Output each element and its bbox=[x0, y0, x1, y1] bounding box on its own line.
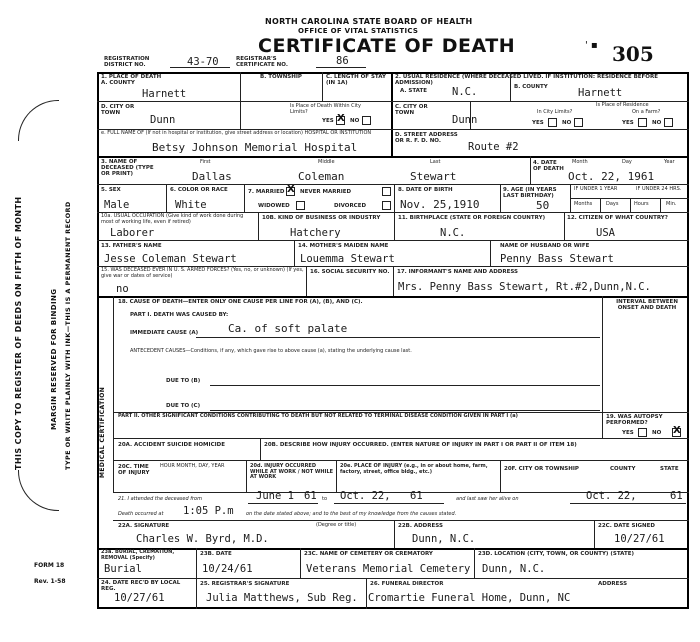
divider bbox=[500, 460, 501, 492]
res-limits-yes-box[interactable] bbox=[548, 118, 557, 127]
divider bbox=[393, 266, 394, 296]
page-title: CERTIFICATE OF DEATH bbox=[258, 35, 516, 57]
widowed-label: WIDOWED bbox=[258, 203, 290, 209]
divorced-box[interactable] bbox=[382, 201, 391, 210]
date-recd-label: 24. DATE REC'D BY LOCAL REG. bbox=[101, 580, 181, 592]
binding-arc-top bbox=[18, 100, 59, 141]
autopsy-label: 19. WAS AUTOPSY PERFORMED? bbox=[606, 414, 663, 426]
binding-arc-bottom bbox=[18, 470, 59, 511]
divider bbox=[97, 240, 689, 241]
certificate-number: 305 bbox=[612, 42, 654, 66]
autopsy-no-label: NO bbox=[652, 430, 662, 436]
res-limits-yes: YES bbox=[532, 120, 544, 126]
time-injury-label: 20C. TIME OF INJURY bbox=[118, 464, 150, 476]
date-recd-value: 10/27/61 bbox=[114, 592, 165, 604]
middle-label: Middle bbox=[318, 159, 335, 165]
divider bbox=[391, 72, 393, 158]
never-married-box[interactable] bbox=[382, 187, 391, 196]
res-limits-no-box[interactable] bbox=[574, 118, 583, 127]
within-limits-label: Is Place of Death Within City Limits? bbox=[290, 103, 361, 115]
burial-date-value: 10/24/61 bbox=[202, 563, 253, 575]
divider bbox=[113, 460, 689, 461]
attended-to-value: Oct. 22, bbox=[340, 490, 391, 502]
divider bbox=[602, 412, 603, 438]
res-county-value: Harnett bbox=[578, 87, 623, 99]
divider bbox=[300, 548, 301, 578]
within-yes-check: X bbox=[337, 113, 345, 124]
injury-occurred-label: 20d. INJURY OCCURRED WHILE AT WORK / NOT WHILE AT WORK bbox=[250, 463, 334, 480]
due-c-label: DUE TO (C) bbox=[166, 403, 201, 409]
date-signed-value: 10/27/61 bbox=[614, 533, 665, 545]
medical-cert-label: MEDICAL CERTIFICATION bbox=[99, 386, 106, 478]
cemetery-label: 23C. NAME OF CEMETERY OR CREMATORY bbox=[304, 551, 433, 557]
degree-label: (Degree or title) bbox=[316, 522, 357, 528]
divider bbox=[97, 578, 689, 579]
registrar-sig-label: 25. REGISTRAR'S SIGNATURE bbox=[200, 581, 290, 587]
cause-b-line bbox=[210, 385, 600, 386]
never-married-label: NEVER MARRIED bbox=[300, 189, 352, 195]
part1-label: PART I. DEATH WAS CAUSED BY: bbox=[130, 312, 229, 318]
underline bbox=[316, 67, 366, 68]
on-farm-label: On a Farm? bbox=[632, 109, 661, 115]
divider bbox=[196, 578, 197, 609]
divider bbox=[113, 438, 689, 439]
farm-yes-box[interactable] bbox=[638, 118, 647, 127]
county-value: Harnett bbox=[142, 88, 187, 100]
place-of-death-label: 1. PLACE OF DEATH bbox=[101, 74, 162, 80]
divider bbox=[196, 548, 197, 578]
married-check: X bbox=[287, 184, 295, 195]
divider bbox=[306, 266, 307, 296]
autopsy-yes-box[interactable] bbox=[638, 428, 647, 437]
in-city-limits-label: In City Limits? bbox=[537, 109, 573, 115]
race-value: White bbox=[175, 199, 207, 211]
divider bbox=[258, 212, 259, 240]
state-injury-label: STATE bbox=[660, 466, 679, 472]
divider bbox=[260, 438, 261, 460]
city-value: Dunn bbox=[150, 114, 176, 126]
first-name-value: Dallas bbox=[192, 170, 232, 183]
sex-label: 5. SEX bbox=[101, 187, 121, 193]
divider bbox=[113, 296, 114, 492]
farm-no-box[interactable] bbox=[664, 118, 673, 127]
reg-district-label: REGISTRATION DISTRICT NO. bbox=[104, 56, 150, 68]
divider bbox=[166, 184, 167, 212]
address-label: 22B. ADDRESS bbox=[398, 523, 443, 529]
dob-label: 8. DATE OF BIRTH bbox=[398, 187, 453, 193]
occupation-label: 10a. USUAL OCCUPATION (Give kind of work done during most of working life, even if retired) bbox=[101, 213, 244, 225]
underline bbox=[334, 503, 444, 504]
registrar-cert-label: REGISTRAR'S CERTIFICATE NO. bbox=[236, 56, 288, 68]
cause-a-line bbox=[196, 337, 600, 338]
divider bbox=[530, 156, 531, 184]
cause-label: 18. CAUSE OF DEATH—ENTER ONLY ONE CAUSE PER LINE FOR (A), (B), AND (C). bbox=[118, 299, 363, 305]
within-no-label: NO bbox=[350, 118, 360, 124]
divider bbox=[500, 184, 501, 212]
hours-label: Hours bbox=[634, 201, 649, 207]
widowed-box[interactable] bbox=[296, 201, 305, 210]
divider bbox=[474, 548, 475, 578]
location-value: Dunn, N.C. bbox=[482, 563, 546, 575]
side-text-margin: MARGIN RESERVED FOR BINDING bbox=[50, 288, 58, 430]
res-state-value: N.C. bbox=[452, 86, 478, 98]
divider bbox=[366, 578, 367, 609]
occupation-value: Laborer bbox=[110, 227, 155, 239]
divider bbox=[240, 101, 241, 129]
res-street-value: Route #2 bbox=[468, 141, 519, 153]
race-label: 6. COLOR OR RACE bbox=[170, 187, 228, 193]
part2-label: PART II. OTHER SIGNIFICANT CONDITIONS CONTRIBUTING TO DEATH BUT NOT RELATED TO TERMINAL DISEASE CONDITION GIVEN IN PART I (a) bbox=[118, 413, 518, 419]
side-text-permanent: TYPE OR WRITE PLAINLY WITH INK—THIS IS A PERMANENT RECORD bbox=[64, 201, 72, 470]
length-stay-label: C. LENGTH OF STAY (IN 1A) bbox=[326, 74, 386, 86]
informant-label: 17. INFORMANT'S NAME AND ADDRESS bbox=[397, 269, 519, 275]
interval-label: INTERVAL BETWEEN ONSET AND DEATH bbox=[616, 299, 678, 311]
burial-value: Burial bbox=[104, 563, 142, 575]
attended-label: 21. I attended the deceased from bbox=[118, 496, 202, 502]
divider bbox=[660, 198, 661, 212]
ssn-label: 16. SOCIAL SECURITY NO. bbox=[310, 269, 390, 275]
married-label: 7. MARRIED bbox=[248, 189, 285, 195]
divider bbox=[630, 198, 631, 212]
age-label: 9. AGE (IN YEARS LAST BIRTHDAY) bbox=[503, 187, 557, 199]
under1-label: IF UNDER 1 YEAR bbox=[574, 186, 618, 192]
mother-label: 14. MOTHER'S MAIDEN NAME bbox=[298, 243, 389, 249]
accident-label: 20A. ACCIDENT SUICIDE HOMICIDE bbox=[118, 442, 225, 448]
township-label: B. TOWNSHIP bbox=[260, 74, 302, 80]
place-residence-label: Is Place of Residence bbox=[596, 102, 649, 108]
mother-value: Louemma Stewart bbox=[300, 253, 395, 265]
attended-from-yr: 61 bbox=[304, 490, 317, 502]
antecedent-label: ANTECEDENT CAUSES—Conditions, if any, which gave rise to above cause (a), stating the underlying cause last. bbox=[130, 348, 412, 354]
last-seen-value: Oct. 22, bbox=[586, 490, 637, 502]
corner-marks: ' ▪ bbox=[585, 40, 598, 51]
registrar-value: Julia Matthews, Sub Reg. bbox=[206, 592, 358, 604]
burial-date-label: 23B. DATE bbox=[200, 551, 232, 557]
spouse-label: NAME OF HUSBAND OR WIFE bbox=[500, 243, 590, 249]
divider bbox=[394, 520, 395, 548]
business-value: Hatchery bbox=[290, 227, 341, 239]
divider bbox=[244, 184, 245, 212]
name-label: 3. NAME OF DECEASED (TYPE OR PRINT) bbox=[101, 159, 154, 177]
describe-label: 20B. DESCRIBE HOW INJURY OCCURRED. (ENTER NATURE OF INJURY IN PART I OR PART II OF ITEM 18) bbox=[264, 442, 577, 448]
to-label: to bbox=[322, 496, 328, 502]
res-city-value: Dunn bbox=[452, 114, 478, 126]
physician-address: Dunn, N.C. bbox=[412, 533, 476, 545]
divider bbox=[564, 212, 565, 240]
divider bbox=[97, 156, 689, 158]
business-label: 10B. KIND OF BUSINESS OR INDUSTRY bbox=[262, 215, 381, 221]
res-county-label: B. COUNTY bbox=[514, 84, 548, 90]
divorced-label: DIVORCED bbox=[334, 203, 367, 209]
under24-label: IF UNDER 24 HRS. bbox=[636, 186, 682, 192]
funeral-home-value: Cromartie Funeral Home, Dunn, NC bbox=[368, 592, 571, 604]
time-sub-label: HOUR MONTH, DAY, YEAR bbox=[160, 463, 225, 469]
death-suffix-label: on the date stated above; and to the best of my knowledge from the causes stated. bbox=[246, 511, 457, 517]
day-label: Day bbox=[622, 159, 632, 165]
death-occurred-label: Death occurred at bbox=[118, 511, 164, 517]
attended-to-yr: 61 bbox=[410, 490, 423, 502]
county-injury-label: COUNTY bbox=[610, 466, 636, 472]
physician-signature: Charles W. Byrd, M.D. bbox=[136, 533, 269, 545]
burial-label: 23a. BURIAL, CREMATION, REMOVAL (Specify) bbox=[101, 549, 175, 561]
cause-c-line bbox=[210, 410, 600, 411]
farm-yes: YES bbox=[622, 120, 634, 126]
last-name-value: Stewart bbox=[410, 170, 457, 183]
last-saw-label: and last saw her alive on bbox=[456, 496, 519, 502]
res-city-label: C. CITY OR TOWN bbox=[395, 104, 428, 116]
divider bbox=[594, 520, 595, 548]
divider bbox=[240, 72, 241, 101]
armed-label: 15. WAS DECEASED EVER IN U. S. ARMED FORCES? (Yes, no, or unknown) (If yes, give war or dates of service) bbox=[101, 267, 304, 279]
divider bbox=[602, 296, 603, 412]
divider bbox=[113, 520, 689, 521]
birthplace-value: N.C. bbox=[440, 227, 466, 239]
date-death-label: 4. DATE OF DEATH bbox=[533, 160, 564, 172]
signature-label: 22A. SIGNATURE bbox=[118, 523, 170, 529]
divider bbox=[600, 198, 601, 212]
min-label: Min. bbox=[666, 201, 677, 207]
death-date-value: Oct. 22, 1961 bbox=[568, 170, 655, 183]
autopsy-no-check: X bbox=[673, 425, 681, 436]
birthplace-label: 11. BIRTHPLACE (STATE OR FOREIGN COUNTRY) bbox=[398, 215, 546, 221]
state-label: A. STATE bbox=[400, 88, 427, 94]
form-number: FORM 18 bbox=[34, 562, 65, 569]
death-time-value: 1:05 P.m bbox=[183, 505, 234, 517]
within-yes-label: YES bbox=[322, 118, 334, 124]
hospital-value: Betsy Johnson Memorial Hospital bbox=[152, 141, 358, 154]
board-name: NORTH CAROLINA STATE BOARD OF HEALTH bbox=[265, 17, 473, 26]
spouse-value: Penny Bass Stewart bbox=[500, 253, 614, 265]
due-b-label: DUE TO (B) bbox=[166, 378, 201, 384]
side-text-register: THIS COPY TO REGISTER OF DEEDS ON FIFTH OF MONTH bbox=[14, 196, 23, 470]
within-no-box[interactable] bbox=[362, 116, 371, 125]
underline bbox=[248, 503, 318, 504]
registrar-cert-value: 86 bbox=[336, 55, 349, 67]
county-label: A. COUNTY bbox=[101, 80, 135, 86]
reg-district-value: 43-70 bbox=[187, 56, 219, 68]
funeral-label: 26. FUNERAL DIRECTOR bbox=[370, 581, 444, 587]
funeral-addr-label: ADDRESS bbox=[598, 581, 628, 587]
cause-a-value: Ca. of soft palate bbox=[228, 322, 348, 335]
year-label: Year bbox=[664, 159, 675, 165]
days-label: Days bbox=[606, 201, 619, 207]
dob-value: Nov. 25,1910 bbox=[400, 198, 480, 211]
place-injury-label: 20e. PLACE OF INJURY (e.g., in or about home, farm, factory, street, office bldg., etc.) bbox=[340, 463, 488, 475]
middle-name-value: Coleman bbox=[298, 170, 345, 183]
citizen-label: 12. CITIZEN OF WHAT COUNTRY? bbox=[567, 215, 668, 221]
divider bbox=[336, 460, 337, 492]
divider bbox=[394, 212, 395, 240]
last-seen-yr: 61 bbox=[670, 490, 683, 502]
divider bbox=[394, 184, 395, 212]
divider bbox=[97, 184, 689, 185]
divider bbox=[97, 296, 689, 298]
divider bbox=[294, 240, 295, 266]
immediate-label: IMMEDIATE CAUSE (A) bbox=[130, 330, 199, 336]
sex-value: Male bbox=[104, 199, 130, 211]
divider bbox=[246, 460, 247, 492]
autopsy-yes-label: YES bbox=[622, 430, 634, 436]
armed-value: no bbox=[116, 283, 129, 295]
father-label: 13. FATHER'S NAME bbox=[101, 243, 162, 249]
attended-from-value: June 1 bbox=[256, 490, 294, 502]
months-label: Months bbox=[574, 201, 593, 207]
first-label: First bbox=[200, 159, 211, 165]
date-signed-label: 22C. DATE SIGNED bbox=[598, 523, 655, 529]
location-label: 23D. LOCATION (CITY, TOWN, OR COUNTY) (STATE) bbox=[478, 551, 635, 557]
age-value: 50 bbox=[536, 199, 550, 212]
divider bbox=[322, 72, 323, 101]
informant-value: Mrs. Penny Bass Stewart, Rt.#2,Dunn,N.C. bbox=[398, 281, 651, 293]
farm-no: NO bbox=[652, 120, 662, 126]
city-township-label: 20F. CITY OR TOWNSHIP bbox=[504, 466, 579, 472]
usual-residence-label: 2. USUAL RESIDENCE (WHERE DECEASED LIVED. IF INSTITUTION: RESIDENCE BEFORE ADMISSION) bbox=[395, 74, 658, 86]
divider bbox=[97, 101, 391, 102]
office-name: OFFICE OF VITAL STATISTICS bbox=[298, 27, 419, 35]
revision: Rev. 1-58 bbox=[34, 578, 66, 585]
underline bbox=[570, 503, 686, 504]
divider bbox=[490, 240, 491, 266]
hospital-label: e. FULL NAME OF (If not in hospital or institution, give street address or location) HOSPITAL OR INSTITUTION bbox=[101, 130, 372, 136]
cemetery-value: Veterans Memorial Cemetery bbox=[306, 563, 471, 575]
citizen-value: USA bbox=[596, 227, 615, 239]
city-label: D. CITY OR TOWN bbox=[101, 104, 135, 116]
last-label: Last bbox=[430, 159, 441, 165]
father-value: Jesse Coleman Stewart bbox=[104, 253, 237, 265]
underline bbox=[170, 67, 230, 68]
street-label: D. STREET ADDRESS OR R. F. D. NO. bbox=[395, 132, 458, 144]
res-limits-no: NO bbox=[562, 120, 572, 126]
month-label: Month bbox=[572, 159, 588, 165]
